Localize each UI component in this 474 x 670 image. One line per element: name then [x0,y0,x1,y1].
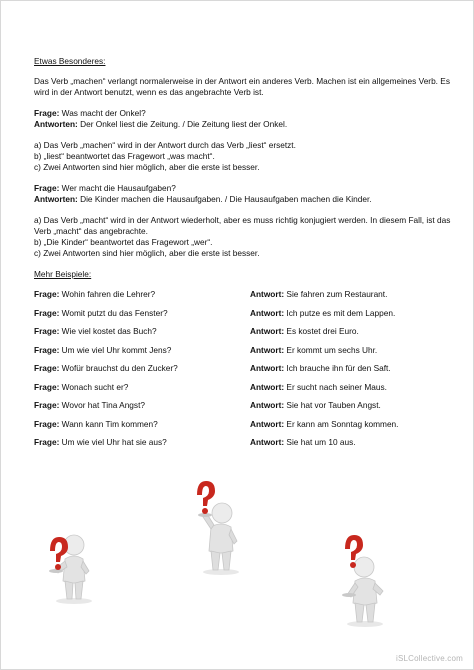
question-text: Wovor hat Tina Angst? [59,400,145,410]
frage-label: Frage: [34,437,60,447]
intro-paragraph: Das Verb „machen“ verlangt normalerweise in der Antwort ein anderes Verb. Machen ist ein allgemeines Verb. Es wird in der Antwort benutzt, wenn es das angebrachte Verb ist. [34,76,450,97]
frage-label: Frage: [34,108,60,118]
question-text: Wie viel kostet das Buch? [59,326,157,336]
question-text: Was macht der Onkel? [59,108,146,118]
table-row [34,419,452,438]
answer-cell [250,382,452,393]
antwort-label: Antwort: [250,307,285,318]
section-title-besonderes: Etwas Besonderes: [34,56,106,66]
antwort-label: Antwort: [250,400,285,410]
question-cell [34,326,250,337]
table-row [34,437,452,456]
example-1-question [34,108,452,119]
question-cell [34,308,250,319]
antworten-label: Antworten: [34,194,78,204]
table-row [34,382,452,401]
question-text: Wer macht die Hausaufgaben? [59,183,176,193]
answer-text: Er kommt um sechs Uhr. [284,344,378,355]
worksheet-content [34,56,452,456]
person-with-question-mark-icon [189,477,249,577]
example-1 [34,108,452,130]
answer-text: Er sucht nach seiner Maus. [284,381,387,392]
question-cell [34,419,250,430]
question-cell [34,363,250,374]
answer-text: Ich brauche ihn für den Saft. [284,363,391,373]
example-2-question [34,183,452,194]
answer-cell [250,345,452,356]
person-with-question-mark-icon [337,529,397,629]
question-text: Wonach sucht er? [59,381,129,392]
answer-text: Der Onkel liest die Zeitung. / Die Zeitung liest der Onkel. [77,119,288,129]
question-text: Wofür brauchst du den Zucker? [59,363,178,373]
watermark: iSLCollective.com [396,654,463,663]
answer-text: Er kann am Sonntag kommen. [284,418,399,429]
frage-label: Frage: [34,289,60,299]
question-cell [34,400,250,411]
frage-label: Frage: [34,344,60,355]
answer-text: Sie hat um 10 aus. [284,437,356,447]
answer-cell [250,308,452,319]
example-1-answer [34,119,452,130]
antwort-label: Antwort: [250,289,285,299]
note-line: a) Das Verb „machen“ wird in der Antwort durch das Verb „liest“ ersetzt. [34,140,296,150]
frage-label: Frage: [34,381,60,392]
answer-cell [250,326,452,337]
frage-label: Frage: [34,363,60,373]
person-with-question-mark-icon [41,507,101,607]
antworten-label: Antworten: [34,119,78,129]
question-cell [34,289,250,300]
answer-cell [250,437,452,448]
question-text: Um wie viel Uhr kommt Jens? [59,344,172,355]
question-text: Wohin fahren die Lehrer? [59,289,156,299]
example-2-notes [34,215,452,259]
table-row [34,400,452,419]
answer-cell [250,419,452,430]
example-2 [34,183,452,205]
answer-cell [250,400,452,411]
note-line: c) Zwei Antworten sind hier möglich, aber die erste ist besser. [34,248,260,258]
frage-label: Frage: [34,326,60,336]
example-2-answer [34,194,452,205]
frage-label: Frage: [34,400,60,410]
answer-text: Es kostet drei Euro. [284,326,359,336]
table-row [34,308,452,327]
answer-cell [250,363,452,374]
answer-text: Sie hat vor Tauben Angst. [284,400,381,410]
table-row [34,326,452,345]
note-line: b) „liest“ beantwortet das Fragewort „was macht“. [34,151,215,161]
answer-text: Sie fahren zum Restaurant. [284,289,388,299]
note-line: c) Zwei Antworten sind hier möglich, aber die erste ist besser. [34,162,260,172]
antwort-label: Antwort: [250,437,285,447]
frage-label: Frage: [34,307,60,318]
note-line: a) Das Verb „macht“ wird in der Antwort wiederholt, aber es muss richtig konjugiert werden. In diesem Fall, ist das Verb „macht“ das angebrachte. [34,215,451,236]
example-1-notes [34,140,452,173]
answer-text: Ich putze es mit dem Lappen. [284,307,396,318]
question-text: Wann kann Tim kommen? [59,418,158,429]
frage-label: Frage: [34,183,60,193]
antwort-label: Antwort: [250,326,285,336]
table-row [34,289,452,308]
examples-table [34,289,452,456]
question-cell [34,345,250,356]
antwort-label: Antwort: [250,363,285,373]
question-text: Womit putzt du das Fenster? [59,307,168,318]
table-row [34,345,452,364]
question-text: Um wie viel Uhr hat sie aus? [59,437,167,447]
answer-cell [250,289,452,300]
note-line: b) „Die Kinder“ beantwortet das Fragewort „wer“. [34,237,213,247]
antwort-label: Antwort: [250,418,285,429]
antwort-label: Antwort: [250,344,285,355]
question-cell [34,382,250,393]
section-title-beispiele: Mehr Beispiele: [34,269,92,279]
question-cell [34,437,250,448]
antwort-label: Antwort: [250,381,285,392]
answer-text: Die Kinder machen die Hausaufgaben. / Die Hausaufgaben machen die Kinder. [77,194,372,204]
table-row [34,363,452,382]
frage-label: Frage: [34,418,60,429]
